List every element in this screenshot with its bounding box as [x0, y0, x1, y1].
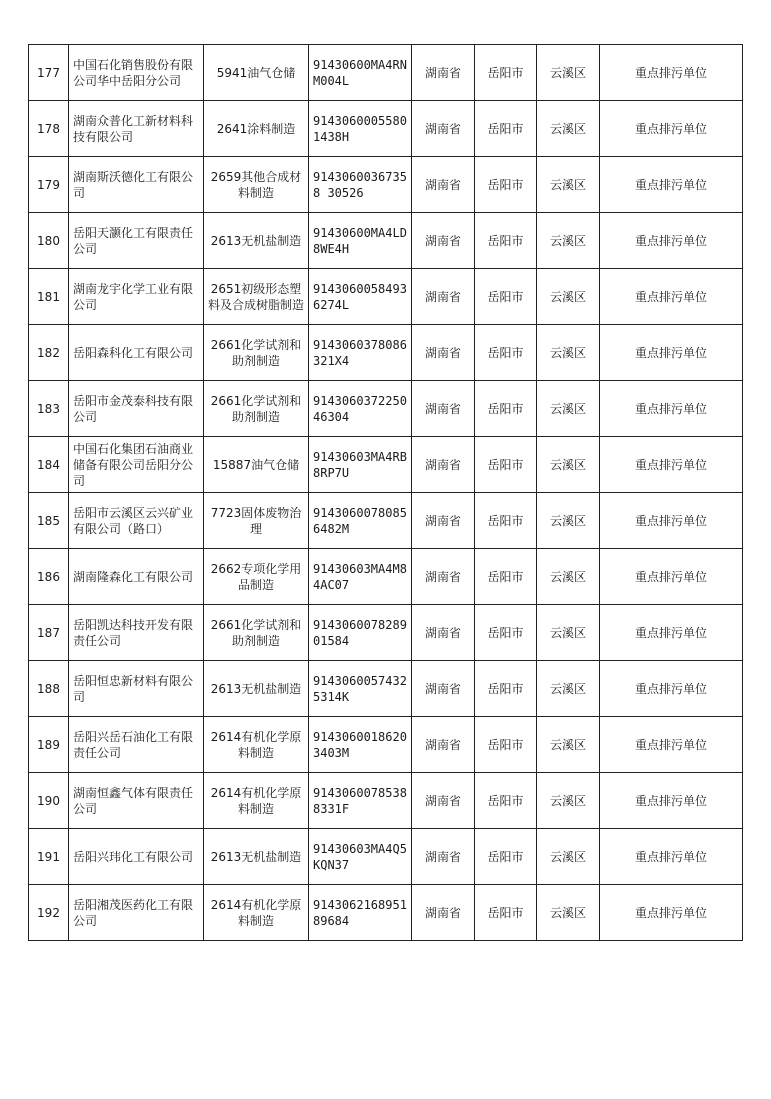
table-row: [29, 829, 743, 885]
row-number-cell: 187: [29, 605, 69, 661]
district-cell: 云溪区: [537, 101, 600, 157]
company-name-cell: 中国石化销售股份有限公司华中岳阳分公司: [69, 45, 204, 101]
credit-code-cell: 91430603MA4Q5 KQN37: [309, 829, 412, 885]
row-number-cell: 177: [29, 45, 69, 101]
table-row: [29, 773, 743, 829]
unit-type-cell: 重点排污单位: [600, 157, 743, 213]
district-cell: 云溪区: [537, 157, 600, 213]
row-number-cell: 180: [29, 213, 69, 269]
city-cell: 岳阳市: [475, 269, 537, 325]
company-name-cell: 湖南恒鑫气体有限责任公司: [69, 773, 204, 829]
table-body: [29, 45, 743, 941]
city-cell: 岳阳市: [475, 549, 537, 605]
city-cell: 岳阳市: [475, 325, 537, 381]
city-cell: 岳阳市: [475, 773, 537, 829]
city-cell: 岳阳市: [475, 885, 537, 941]
industry-category-cell: 2661化学试剂和助剂制造: [204, 605, 309, 661]
credit-code-cell: 9143062168951 89684: [309, 885, 412, 941]
company-name-cell: 岳阳森科化工有限公司: [69, 325, 204, 381]
table-row: [29, 717, 743, 773]
district-cell: 云溪区: [537, 493, 600, 549]
row-number-cell: 184: [29, 437, 69, 493]
district-cell: 云溪区: [537, 885, 600, 941]
unit-type-cell: 重点排污单位: [600, 269, 743, 325]
table-row: [29, 157, 743, 213]
enterprise-table: [28, 44, 743, 941]
company-name-cell: 岳阳兴玮化工有限公司: [69, 829, 204, 885]
company-name-cell: 岳阳市金茂泰科技有限公司: [69, 381, 204, 437]
industry-category-cell: 2613无机盐制造: [204, 213, 309, 269]
table-row: [29, 101, 743, 157]
unit-type-cell: 重点排污单位: [600, 773, 743, 829]
province-cell: 湖南省: [412, 493, 475, 549]
row-number-cell: 178: [29, 101, 69, 157]
table-row: [29, 45, 743, 101]
row-number-cell: 182: [29, 325, 69, 381]
province-cell: 湖南省: [412, 269, 475, 325]
company-name-cell: 岳阳凯达科技开发有限责任公司: [69, 605, 204, 661]
industry-category-cell: 7723固体废物治理: [204, 493, 309, 549]
table-row: [29, 549, 743, 605]
district-cell: 云溪区: [537, 605, 600, 661]
province-cell: 湖南省: [412, 549, 475, 605]
unit-type-cell: 重点排污单位: [600, 213, 743, 269]
industry-category-cell: 2614有机化学原料制造: [204, 885, 309, 941]
table-row: [29, 381, 743, 437]
industry-category-cell: 15887油气仓储: [204, 437, 309, 493]
industry-category-cell: 2641涂料制造: [204, 101, 309, 157]
table-row: [29, 437, 743, 493]
table-row: [29, 493, 743, 549]
industry-category-cell: 2661化学试剂和助剂制造: [204, 381, 309, 437]
unit-type-cell: 重点排污单位: [600, 717, 743, 773]
company-name-cell: 湖南斯沃德化工有限公司: [69, 157, 204, 213]
province-cell: 湖南省: [412, 829, 475, 885]
credit-code-cell: 9143060058493 6274L: [309, 269, 412, 325]
credit-code-cell: 9143060018620 3403M: [309, 717, 412, 773]
credit-code-cell: 91430603MA4RB 8RP7U: [309, 437, 412, 493]
city-cell: 岳阳市: [475, 45, 537, 101]
credit-code-cell: 91430600MA4RNM004L: [309, 45, 412, 101]
row-number-cell: 190: [29, 773, 69, 829]
table-row: [29, 885, 743, 941]
district-cell: 云溪区: [537, 325, 600, 381]
table-row: [29, 325, 743, 381]
row-number-cell: 188: [29, 661, 69, 717]
province-cell: 湖南省: [412, 213, 475, 269]
table-row: [29, 213, 743, 269]
province-cell: 湖南省: [412, 661, 475, 717]
district-cell: 云溪区: [537, 437, 600, 493]
company-name-cell: 岳阳天灏化工有限责任公司: [69, 213, 204, 269]
city-cell: 岳阳市: [475, 101, 537, 157]
credit-code-cell: 9143060078289 01584: [309, 605, 412, 661]
table-row: [29, 269, 743, 325]
row-number-cell: 186: [29, 549, 69, 605]
province-cell: 湖南省: [412, 717, 475, 773]
industry-category-cell: 2614有机化学原料制造: [204, 773, 309, 829]
industry-category-cell: 2614有机化学原料制造: [204, 717, 309, 773]
province-cell: 湖南省: [412, 605, 475, 661]
unit-type-cell: 重点排污单位: [600, 381, 743, 437]
unit-type-cell: 重点排污单位: [600, 605, 743, 661]
unit-type-cell: 重点排污单位: [600, 101, 743, 157]
city-cell: 岳阳市: [475, 605, 537, 661]
row-number-cell: 189: [29, 717, 69, 773]
province-cell: 湖南省: [412, 773, 475, 829]
row-number-cell: 191: [29, 829, 69, 885]
city-cell: 岳阳市: [475, 493, 537, 549]
province-cell: 湖南省: [412, 101, 475, 157]
credit-code-cell: 91430600MA4LD8WE4H: [309, 213, 412, 269]
province-cell: 湖南省: [412, 157, 475, 213]
district-cell: 云溪区: [537, 381, 600, 437]
city-cell: 岳阳市: [475, 381, 537, 437]
credit-code-cell: 91430600055801438H: [309, 101, 412, 157]
city-cell: 岳阳市: [475, 157, 537, 213]
city-cell: 岳阳市: [475, 717, 537, 773]
unit-type-cell: 重点排污单位: [600, 549, 743, 605]
row-number-cell: 192: [29, 885, 69, 941]
row-number-cell: 179: [29, 157, 69, 213]
credit-code-cell: 9143060078538 8331F: [309, 773, 412, 829]
credit-code-cell: 9143060372250 46304: [309, 381, 412, 437]
industry-category-cell: 2613无机盐制造: [204, 829, 309, 885]
industry-category-cell: 2659其他合成材料制造: [204, 157, 309, 213]
province-cell: 湖南省: [412, 437, 475, 493]
company-name-cell: 岳阳市云溪区云兴矿业有限公司（路口）: [69, 493, 204, 549]
credit-code-cell: 9143060057432 5314K: [309, 661, 412, 717]
industry-category-cell: 2651初级形态塑料及合成树脂制造: [204, 269, 309, 325]
district-cell: 云溪区: [537, 773, 600, 829]
credit-code-cell: 91430603MA4M8 4AC07: [309, 549, 412, 605]
district-cell: 云溪区: [537, 213, 600, 269]
city-cell: 岳阳市: [475, 213, 537, 269]
unit-type-cell: 重点排污单位: [600, 493, 743, 549]
company-name-cell: 中国石化集团石油商业储备有限公司岳阳分公司: [69, 437, 204, 493]
credit-code-cell: 9143060378086 321X4: [309, 325, 412, 381]
company-name-cell: 湖南众普化工新材料科技有限公司: [69, 101, 204, 157]
province-cell: 湖南省: [412, 45, 475, 101]
district-cell: 云溪区: [537, 45, 600, 101]
unit-type-cell: 重点排污单位: [600, 325, 743, 381]
industry-category-cell: 5941油气仓储: [204, 45, 309, 101]
credit-code-cell: 9143060078085 6482M: [309, 493, 412, 549]
district-cell: 云溪区: [537, 717, 600, 773]
row-number-cell: 183: [29, 381, 69, 437]
unit-type-cell: 重点排污单位: [600, 437, 743, 493]
district-cell: 云溪区: [537, 549, 600, 605]
district-cell: 云溪区: [537, 661, 600, 717]
city-cell: 岳阳市: [475, 437, 537, 493]
unit-type-cell: 重点排污单位: [600, 661, 743, 717]
company-name-cell: 湖南隆森化工有限公司: [69, 549, 204, 605]
city-cell: 岳阳市: [475, 661, 537, 717]
province-cell: 湖南省: [412, 381, 475, 437]
province-cell: 湖南省: [412, 325, 475, 381]
industry-category-cell: 2661化学试剂和助剂制造: [204, 325, 309, 381]
industry-category-cell: 2613无机盐制造: [204, 661, 309, 717]
city-cell: 岳阳市: [475, 829, 537, 885]
company-name-cell: 岳阳兴岳石油化工有限责任公司: [69, 717, 204, 773]
district-cell: 云溪区: [537, 829, 600, 885]
company-name-cell: 湖南龙宇化学工业有限公司: [69, 269, 204, 325]
table-row: [29, 605, 743, 661]
district-cell: 云溪区: [537, 269, 600, 325]
table-row: [29, 661, 743, 717]
province-cell: 湖南省: [412, 885, 475, 941]
unit-type-cell: 重点排污单位: [600, 885, 743, 941]
company-name-cell: 岳阳恒忠新材料有限公司: [69, 661, 204, 717]
company-name-cell: 岳阳湘茂医药化工有限公司: [69, 885, 204, 941]
unit-type-cell: 重点排污单位: [600, 45, 743, 101]
industry-category-cell: 2662专项化学用品制造: [204, 549, 309, 605]
row-number-cell: 181: [29, 269, 69, 325]
credit-code-cell: 91430600367358 30526: [309, 157, 412, 213]
row-number-cell: 185: [29, 493, 69, 549]
unit-type-cell: 重点排污单位: [600, 829, 743, 885]
